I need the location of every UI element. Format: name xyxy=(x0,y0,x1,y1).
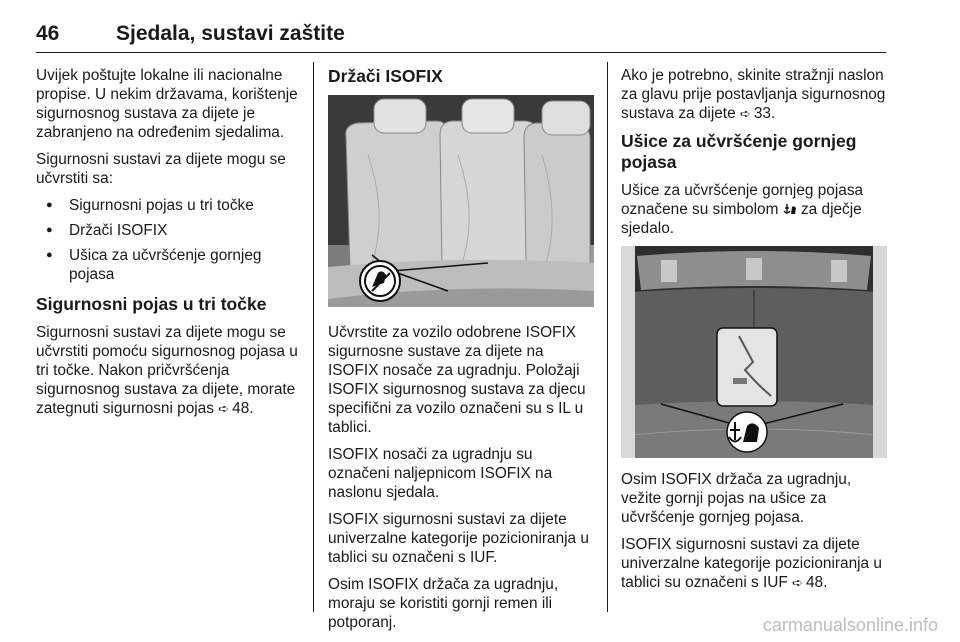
column-1 xyxy=(36,66,304,426)
page-header xyxy=(36,22,886,53)
list-item: ● Sigurnosni pojas u tri točke xyxy=(36,196,304,215)
isofix-paragraph-3: ISOFIX sigurnosni sustavi za dijete univerzalne kategorije pozicioniranja u tablici su označeni s IUF. xyxy=(328,511,589,566)
rear-seat-isofix-illustration xyxy=(328,95,594,307)
isofix-paragraph-2: ISOFIX nosači za ugradnju su označeni naljepnicom ISOFIX na naslonu sjedala. xyxy=(328,446,553,501)
list-item: ● Ušica za učvršćenje gornjeg pojasa xyxy=(36,246,304,284)
three-point-belt-paragraph: Sigurnosni sustavi za dijete mogu se učvrstiti pomoću sigurnosnog pojasa u tri točke. Nakon pričvršćenja sigurnosnog sustava za dijete, morate zategnuti sigurnosni pojas ➪ 48. xyxy=(36,324,298,417)
column-divider xyxy=(313,62,314,612)
section-heading-top-tether: Ušice za učvršćenje gornjeg pojasa xyxy=(621,131,857,172)
headrest-paragraph: Ako je potrebno, skinite stražnji naslon za glavu prije postavljanja sigurnosnog sustava za dijete ➪ 33. xyxy=(621,67,886,122)
list-item: ● Držači ISOFIX xyxy=(36,221,304,240)
arrow-icon: ➪ xyxy=(739,106,751,121)
section-heading-three-point-belt: Sigurnosni pojas u tri točke xyxy=(36,294,267,314)
arrow-icon: ➪ xyxy=(792,575,803,590)
child-seat-anchor-icon xyxy=(727,412,767,452)
top-tether-paragraph: Ušice za učvršćenje gornjeg pojasa označene su simbolom za dječje sjedalo. xyxy=(621,182,864,237)
top-tether-paragraph-2: Osim ISOFIX držača za ugradnju, vežite gornji pojas na ušice za učvršćenje gornjeg pojasa. xyxy=(621,471,852,526)
isofix-paragraph-1: Učvrstite za vozilo odobrene ISOFIX sigurnosne sustave za dijete na ISOFIX nosače za ugradnju. Položaji ISOFIX sigurnosnog sustava za djecu specifični za vozilo označeni su s IL u tablici. xyxy=(328,324,586,436)
child-seat-anchor-icon xyxy=(783,202,797,216)
lead-paragraph: Sigurnosni sustavi za dijete mogu se učvrstiti sa: xyxy=(36,151,286,187)
page-number: 46 xyxy=(36,22,60,45)
column-divider xyxy=(607,62,608,612)
isofix-icon xyxy=(360,261,400,301)
page-reference-link[interactable]: ➪ 33. xyxy=(739,105,776,122)
luggage-compartment-illustration xyxy=(621,246,887,458)
iuf-paragraph: ISOFIX sigurnosni sustavi za dijete univerzalne kategorije pozicioniranja u tablici su označeni s IUF ➪ 48. xyxy=(621,536,882,591)
intro-paragraph: Uvijek poštujte lokalne ili nacionalne propise. U nekim državama, korištenje sigurnosnog sustava za dijete je zabranjeno na određenim sjedalima. xyxy=(36,67,298,141)
arrow-icon: ➪ xyxy=(218,401,230,416)
page-reference-link[interactable]: ➪ 48. xyxy=(218,400,254,417)
section-heading-isofix: Držači ISOFIX xyxy=(328,66,443,86)
fixing-methods-list xyxy=(36,196,304,284)
isofix-paragraph-4: Osim ISOFIX držača za ugradnju, moraju se koristiti gornji remen ili potporanj. xyxy=(328,576,559,631)
column-3 xyxy=(621,66,887,600)
watermark: carmanualsonline.info xyxy=(762,615,938,635)
page-reference-link[interactable]: ➪ 48. xyxy=(792,574,828,591)
column-2 xyxy=(328,66,596,640)
page-title: Sjedala, sustavi zaštite xyxy=(116,22,345,45)
